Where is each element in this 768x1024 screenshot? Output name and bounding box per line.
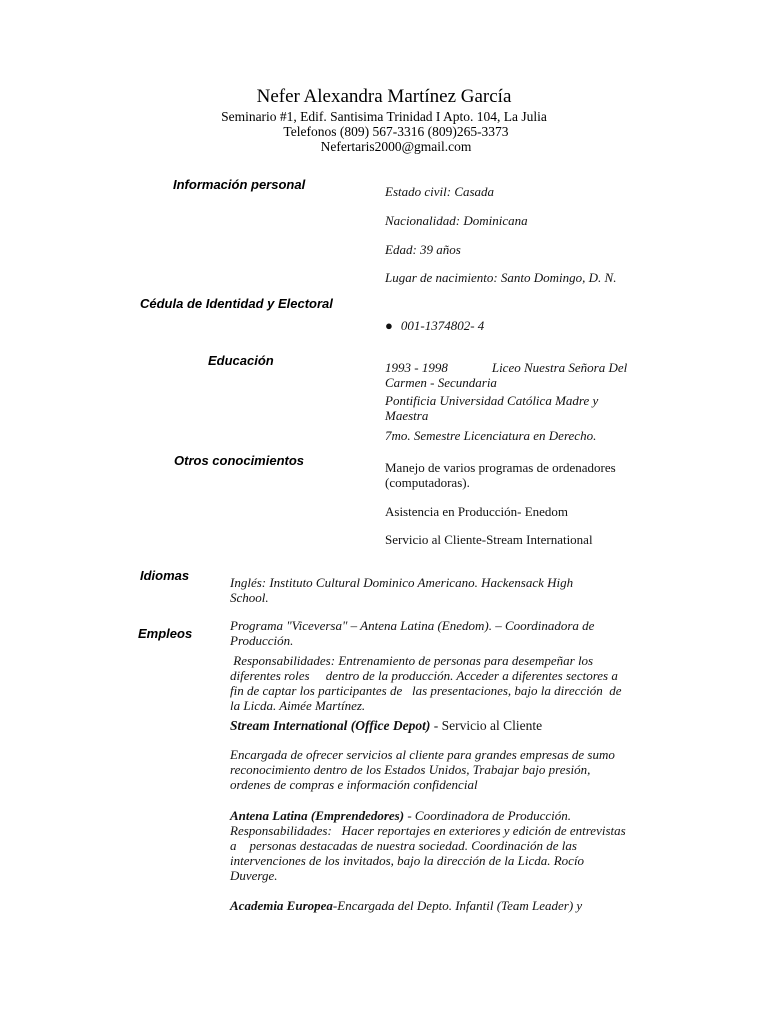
job-1-title bbox=[230, 618, 670, 648]
candidate-name: Nefer Alexandra Martínez García bbox=[256, 86, 512, 107]
job-1-responsibilities bbox=[230, 653, 670, 713]
language-line-1: Inglés: Instituto Cultural Dominico Americano. Hackensack High bbox=[230, 575, 574, 590]
email: Nefertaris2000@gmail.com bbox=[320, 139, 472, 154]
job-3-role: - Coordinadora de Producción. bbox=[404, 808, 572, 823]
job-1-resp-line-3: fin de captar los participantes de las presentaciones, bajo la dirección de bbox=[230, 683, 622, 698]
language-line-2: School. bbox=[230, 590, 269, 605]
section-heading-jobs: Empleos bbox=[138, 626, 193, 641]
job-4-role: -Encargada del Depto. Infantil (Team Leader) y bbox=[332, 898, 583, 913]
education-school: Liceo Nuestra Señora Del bbox=[491, 360, 628, 375]
civil-status: Estado civil: Casada bbox=[385, 184, 495, 199]
job-2-desc-line-3: ordenes de compras e información confidencial bbox=[230, 777, 478, 792]
skill-production: Asistencia en Producción- Enedom bbox=[385, 504, 569, 519]
job-3-block bbox=[230, 808, 670, 883]
job-3-desc-line-2: a personas destacadas de nuestra sociedad. Coordinación de las bbox=[230, 838, 577, 853]
job-2-company: Stream International (Office Depot) bbox=[230, 718, 431, 733]
job-1-resp-line-4: la Licda. Aimée Martínez. bbox=[230, 698, 366, 713]
job-1-title-line-2: Producción. bbox=[230, 633, 294, 648]
job-3-desc-line-1: Responsabilidades: Hacer reportajes en exteriores y edición de entrevistas bbox=[230, 823, 626, 838]
section-heading-languages: Idiomas bbox=[140, 568, 190, 583]
education-degree: 7mo. Semestre Licenciatura en Derecho. bbox=[385, 428, 597, 443]
job-2-title bbox=[230, 718, 670, 733]
job-1-resp-line-1: Responsabilidades: Entrenamiento de personas para desempeñar los bbox=[230, 653, 594, 668]
section-heading-cedula: Cédula de Identidad y Electoral bbox=[140, 296, 333, 311]
job-3-title bbox=[230, 808, 670, 823]
education-line-1 bbox=[385, 360, 627, 376]
nationality: Nacionalidad: Dominicana bbox=[385, 213, 528, 228]
cedula-number: 001-1374802- 4 bbox=[400, 318, 485, 333]
education-university-1: Pontificia Universidad Católica Madre y bbox=[385, 393, 599, 408]
address: Seminario #1, Edif. Santisima Trinidad I Apto. 104, La Julia bbox=[221, 109, 547, 124]
bullet-icon: ● bbox=[385, 318, 393, 333]
cedula-number-line bbox=[385, 318, 484, 334]
job-1-resp-line-2: diferentes roles dentro de la producción. Acceder a diferentes sectores a bbox=[230, 668, 618, 683]
job-3-company: Antena Latina (Emprendedores) bbox=[230, 808, 405, 823]
section-heading-other-skills: Otros conocimientos bbox=[174, 453, 305, 468]
birthplace: Lugar de nacimiento: Santo Domingo, D. N. bbox=[385, 270, 617, 285]
skill-computers-1: Manejo de varios programas de ordenadores bbox=[385, 460, 616, 475]
section-heading-education: Educación bbox=[208, 353, 274, 368]
education-school-cont: Carmen - Secundaria bbox=[385, 375, 497, 390]
education-university-2: Maestra bbox=[385, 408, 429, 423]
age: Edad: 39 años bbox=[385, 242, 461, 257]
job-3-desc-line-4: Duverge. bbox=[230, 868, 278, 883]
job-2-role: - Servicio al Cliente bbox=[430, 718, 543, 733]
skill-customer-service: Servicio al Cliente-Stream International bbox=[385, 532, 593, 547]
job-2-description bbox=[230, 747, 670, 792]
job-1-title-line-1: Programa "Viceversa" – Antena Latina (Enedom). – Coordinadora de bbox=[230, 618, 595, 633]
skill-computers-2: (computadoras). bbox=[385, 475, 470, 490]
job-4-title bbox=[230, 898, 670, 913]
job-4-company: Academia Europea bbox=[230, 898, 333, 913]
job-2-desc-line-2: reconocimiento dentro de los Estados Unidos, Trabajar bajo presión, bbox=[230, 762, 591, 777]
job-3-desc-line-3: intervenciones de los invitados, bajo la dirección de la Licda. Rocío bbox=[230, 853, 585, 868]
phone-numbers: Telefonos (809) 567-3316 (809)265-3373 bbox=[283, 124, 509, 139]
education-years: 1993 - 1998 bbox=[385, 360, 448, 375]
job-2-desc-line-1: Encargada de ofrecer servicios al cliente para grandes empresas de sumo bbox=[230, 747, 615, 762]
section-heading-personal: Información personal bbox=[173, 177, 306, 192]
